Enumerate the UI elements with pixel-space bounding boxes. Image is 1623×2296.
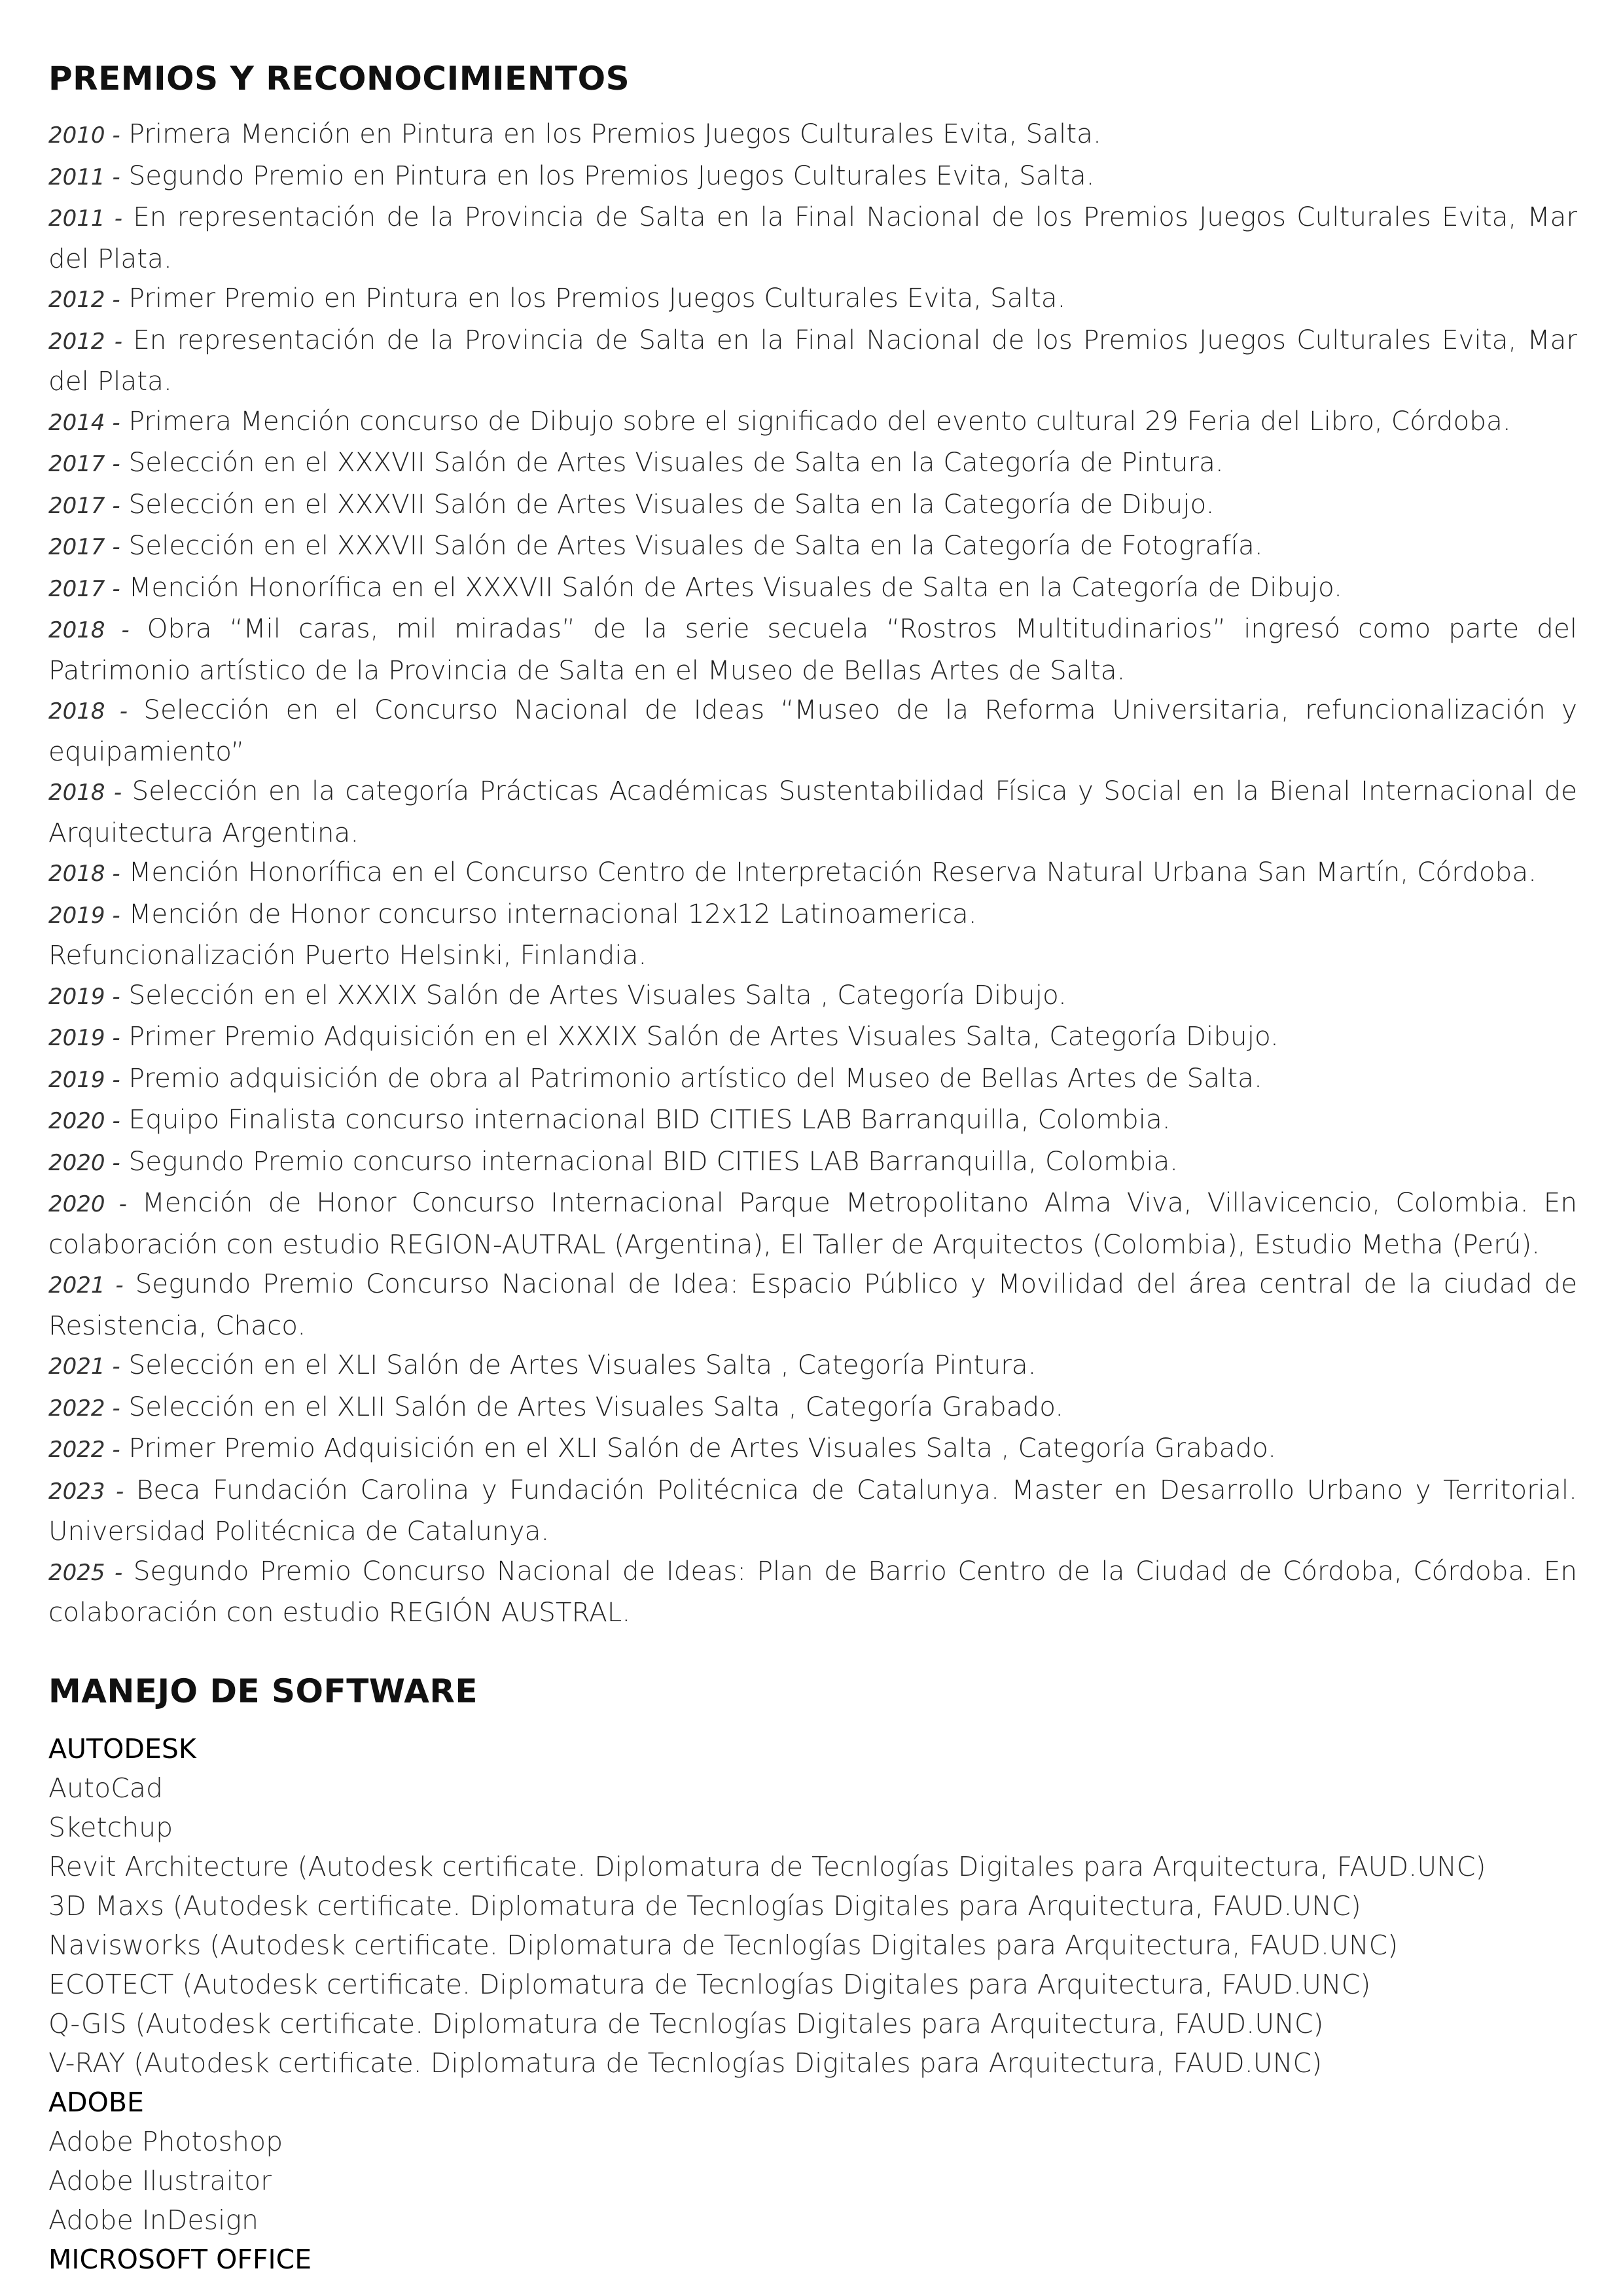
award-description: Mención Honorífica en el XXXVII Salón de Artes Visuales de Salta en la Categoría de Dibujo. [120, 571, 1342, 603]
software-list [48, 1729, 1577, 2279]
award-year: 2011 - [48, 206, 122, 232]
software-category: ADOBE [48, 2086, 144, 2118]
award-entry [48, 278, 1577, 320]
award-description: Mención Honorífica en el Concurso Centro de Interpretación Reserva Natural Urbana San Martín, Córdoba. [120, 856, 1537, 888]
award-year: 2020 - [48, 1191, 127, 1217]
award-description: Selección en el XXXVII Salón de Artes Visuales de Salta en la Categoría de Dibujo. [120, 488, 1215, 520]
award-entry [48, 567, 1577, 609]
award-entry [48, 526, 1577, 567]
software-item: Sketchup [48, 1811, 173, 1843]
award-year: 2022 - [48, 1437, 120, 1463]
award-entry [48, 401, 1577, 443]
award-year: 2025 - [48, 1559, 123, 1586]
award-description: En representación de la Provincia de Salta en la Final Nacional de los Premios Juegos Culturales Evita, Mar del Plata. [48, 201, 1577, 274]
award-entry [48, 1141, 1577, 1183]
award-year: 2017 - [48, 492, 120, 519]
award-entry [48, 1058, 1577, 1100]
awards-list [48, 114, 1577, 1632]
award-year: 2019 - [48, 902, 120, 929]
awards-section-title: PREMIOS Y RECONOCIMIENTOS [48, 60, 630, 98]
award-year: 2018 - [48, 698, 128, 725]
award-entry [48, 771, 1577, 852]
award-entry [48, 1387, 1577, 1429]
award-year: 2019 - [48, 983, 120, 1010]
award-entry [48, 935, 1577, 975]
award-description: Segundo Premio en Pintura en los Premios Juegos Culturales Evita, Salta. [120, 159, 1095, 191]
award-description: Primera Mención concurso de Dibujo sobre el significado del evento cultural 29 Feria del Libro, Córdoba. [120, 404, 1511, 437]
award-description: Beca Fundación Carolina y Fundación Politécnica de Catalunya. Master en Desarrollo Urbano y Territorial. Universidad Politécnica de Catalunya. [48, 1473, 1577, 1547]
award-year: 2018 - [48, 617, 130, 643]
software-item: 3D Maxs (Autodesk certificate. Diplomatura de Tecnlogías Digitales para Arquitectura, FAUD.UNC) [48, 1890, 1361, 1922]
award-entry [48, 975, 1577, 1017]
award-description: Selección en el XXXIX Salón de Artes Visuales Salta , Categoría Dibujo. [120, 978, 1067, 1011]
software-category: MICROSOFT OFFICE [48, 2243, 312, 2275]
award-entry [48, 1100, 1577, 1141]
award-description: Segundo Premio Concurso Nacional de Ideas: Plan de Barrio Centro de la Ciudad de Córdoba, Córdoba. En colaboración con estudio REGIÓN AUSTRAL. [48, 1554, 1577, 1628]
award-description: Premio adquisición de obra al Patrimonio artístico del Museo de Bellas Artes de Salta. [120, 1062, 1262, 1094]
award-entry [48, 114, 1577, 156]
award-description: Segundo Premio concurso internacional BID CITIES LAB Barranquilla, Colombia. [120, 1145, 1179, 1177]
award-description: Selección en el Concurso Nacional de Ideas “Museo de la Reforma Universitaria, refuncionalización y equipamiento” [48, 694, 1577, 767]
award-entry [48, 442, 1577, 484]
award-description: Obra “Mil caras, mil miradas” de la serie secuela “Rostros Multitudinarios” ingresó como parte del Patrimonio artístico de la Provincia de Salta en el Museo de Bellas Artes de Salta. [48, 613, 1577, 686]
award-year: 2019 - [48, 1066, 120, 1093]
award-year: 2019 - [48, 1025, 120, 1051]
award-entry [48, 320, 1577, 401]
award-description: Primera Mención en Pintura en los Premios Juegos Culturales Evita, Salta. [120, 118, 1101, 149]
award-description: Selección en el XXXVII Salón de Artes Visuales de Salta en la Categoría de Fotografía. [120, 529, 1263, 561]
software-item: Adobe InDesign [48, 2204, 259, 2236]
software-item: V-RAY (Autodesk certificate. Diplomatura de Tecnlogías Digitales para Arquitectura, FAUD.UNC) [48, 2047, 1323, 2079]
award-entry [48, 1551, 1577, 1632]
award-year: 2017 - [48, 451, 120, 477]
software-item: Navisworks (Autodesk certificate. Diplomatura de Tecnlogías Digitales para Arquitectura, FAUD.UNC) [48, 1929, 1399, 1961]
award-description: Selección en el XLII Salón de Artes Visuales Salta , Categoría Grabado. [120, 1390, 1064, 1422]
software-item: Adobe Photoshop [48, 2125, 283, 2157]
award-year: 2012 - [48, 328, 122, 355]
award-entry [48, 1016, 1577, 1058]
award-description: Refuncionalización Puerto Helsinki, Finlandia. [48, 939, 647, 971]
award-description: En representación de la Provincia de Salta en la Final Nacional de los Premios Juegos Culturales Evita, Mar del Plata. [48, 323, 1577, 397]
award-entry [48, 484, 1577, 526]
award-entry [48, 1264, 1577, 1345]
award-year: 2023 - [48, 1478, 124, 1505]
award-year: 2018 - [48, 861, 120, 887]
award-entry [48, 1345, 1577, 1387]
award-description: Equipo Finalista concurso internacional BID CITIES LAB Barranquilla, Colombia. [120, 1103, 1171, 1135]
award-year: 2021 - [48, 1354, 120, 1380]
award-entry [48, 1428, 1577, 1470]
software-section-title: MANEJO DE SOFTWARE [48, 1672, 478, 1710]
award-year: 2022 - [48, 1395, 120, 1422]
award-description: Selección en el XXXVII Salón de Artes Visuales de Salta en la Categoría de Pintura. [120, 446, 1224, 478]
award-entry [48, 852, 1577, 894]
award-description: Mención de Honor concurso internacional 12x12 Latinoamerica. [120, 897, 977, 929]
award-year: 2021 - [48, 1272, 124, 1299]
award-year: 2017 - [48, 575, 120, 602]
award-year: 2010 - [48, 122, 120, 149]
document-page [48, 58, 1577, 2279]
award-year: 2017 - [48, 534, 120, 560]
award-entry [48, 197, 1577, 278]
award-year: 2011 - [48, 164, 120, 190]
software-item: ECOTECT (Autodesk certificate. Diplomatura de Tecnlogías Digitales para Arquitectura, FAUD.UNC) [48, 1968, 1371, 2000]
award-entry [48, 609, 1577, 690]
software-item: Revit Architecture (Autodesk certificate. Diplomatura de Tecnlogías Digitales para Arquitectura, FAUD.UNC) [48, 1850, 1486, 1882]
award-description: Segundo Premio Concurso Nacional de Idea: Espacio Público y Movilidad del área central de la ciudad de Resistencia, Chaco. [48, 1268, 1577, 1341]
award-description: Selección en el XLI Salón de Artes Visuales Salta , Categoría Pintura. [120, 1349, 1037, 1380]
award-entry [48, 690, 1577, 771]
award-entry [48, 1183, 1577, 1264]
software-category: AUTODESK [48, 1732, 196, 1765]
award-year: 2020 - [48, 1149, 120, 1176]
award-year: 2012 - [48, 287, 120, 313]
award-description: Primer Premio Adquisición en el XXXIX Salón de Artes Visuales Salta, Categoría Dibujo. [120, 1020, 1279, 1052]
award-description: Selección en la categoría Prácticas Académicas Sustentabilidad Física y Social en la Bienal Internacional de Arquitectura Argentina. [48, 775, 1577, 848]
award-entry [48, 894, 1577, 936]
award-year: 2020 - [48, 1108, 120, 1134]
software-item: Q-GIS (Autodesk certificate. Diplomatura de Tecnlogías Digitales para Arquitectura, FAUD.UNC) [48, 2007, 1324, 2039]
award-year: 2018 - [48, 780, 122, 806]
software-item: Adobe Ilustraitor [48, 2164, 272, 2197]
software-item: AutoCad [48, 1772, 163, 1804]
award-year: 2014 - [48, 409, 120, 436]
award-description: Mención de Honor Concurso Internacional Parque Metropolitano Alma Viva, Villavicencio, Colombia. En colaboración con estudio REGION-AUTRAL (Argentina), El Taller de Arquitectos (Colombia), Estudio Metha (Perú). [48, 1187, 1577, 1260]
award-entry [48, 156, 1577, 198]
award-description: Primer Premio Adquisición en el XLI Salón de Artes Visuales Salta , Categoría Grabado. [120, 1432, 1277, 1463]
award-description: Primer Premio en Pintura en los Premios Juegos Culturales Evita, Salta. [120, 282, 1066, 314]
award-entry [48, 1470, 1577, 1551]
